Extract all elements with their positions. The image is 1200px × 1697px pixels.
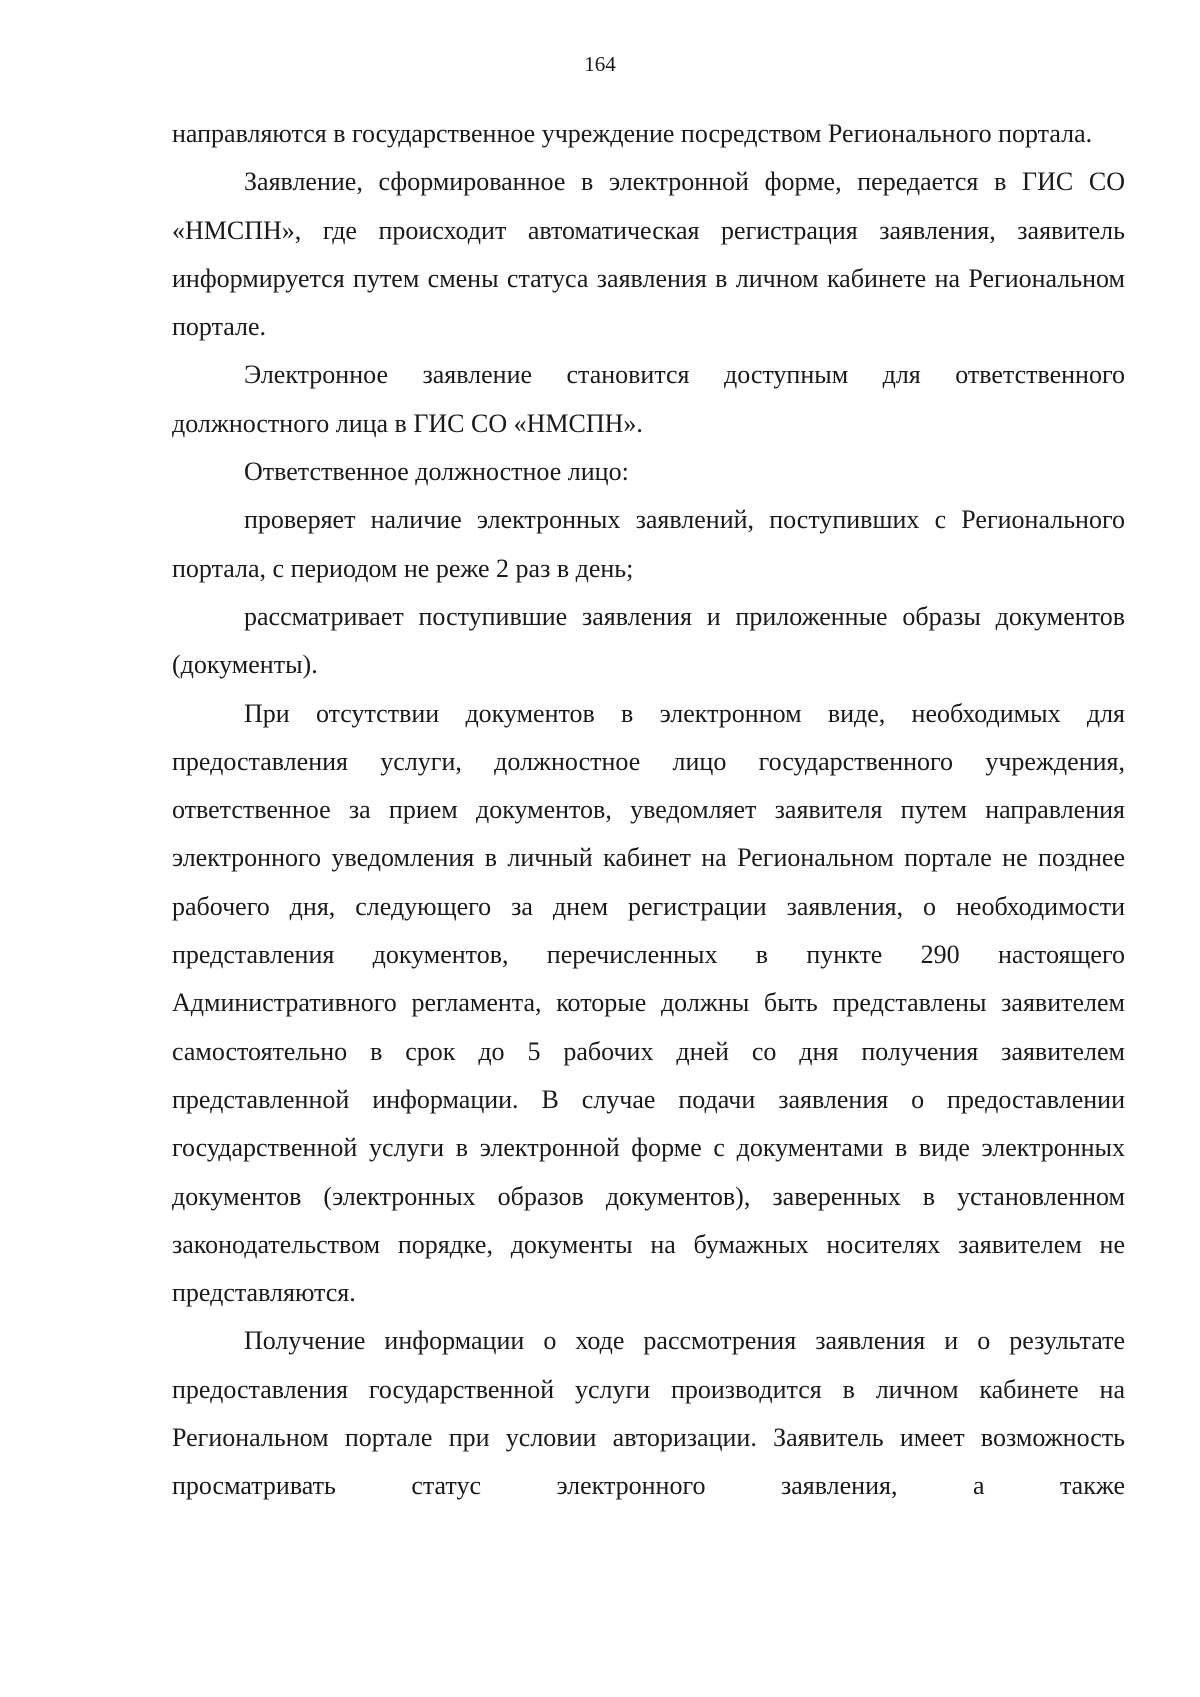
paragraph-continuation: направляются в государственное учреждение посредством Регионального портала.	[172, 119, 1093, 148]
paragraph-missing-documents: При отсутствии документов в электронном виде, необходимых для предоставления услуги, должностное лицо государственного учреждения, ответственное за прием документов, уведомляет заявителя путем направления электронного уведомления в личный кабинет на Региональном портале не позднее рабочего дня, следующего за днем регистрации заявления, о необходимости представления документов, перечисленных в пункте 290 настоящего Административного регламента, которые должны быть представлены заявителем самостоятельно в срок до 5 рабочих дней со дня получения заявителем представленной информации. В случае подачи заявления о предоставлении государственной услуги в электронной форме с документами в виде электронных документов (электронных образов документов), заверенных в установленном законодательством порядке, документы на бумажных носителях заявителем не представляются.	[172, 698, 1125, 1308]
paragraph-checks-applications: проверяет наличие электронных заявлений, поступивших с Регионального портала, с периодом не реже 2 раз в день;	[172, 505, 1125, 583]
paragraph-reviews-applications: рассматривает поступившие заявления и приложенные образы документов (документы).	[172, 601, 1125, 680]
document-body	[172, 110, 1125, 1511]
page-number: 164	[584, 52, 616, 76]
paragraph-responsible-official: Ответственное должностное лицо:	[244, 457, 629, 487]
paragraph-status-information: Получение информации о ходе рассмотрения заявления и о результате предоставления государственной услуги производится в личном кабинете на Региональном портале при условии авторизации. Заявитель имеет возможность просматривать статус электронного заявления, а также	[172, 1326, 1125, 1501]
paragraph-application-availability: Электронное заявление становится доступным для ответственного должностного лица в ГИС СО «НМСПН».	[172, 360, 1125, 438]
paragraph-application-registration: Заявление, сформированное в электронной форме, передается в ГИС СО «НМСПН», где происходит автоматическая регистрация заявления, заявитель информируется путем смены статуса заявления в личном кабинете на Региональном портале.	[172, 167, 1125, 342]
